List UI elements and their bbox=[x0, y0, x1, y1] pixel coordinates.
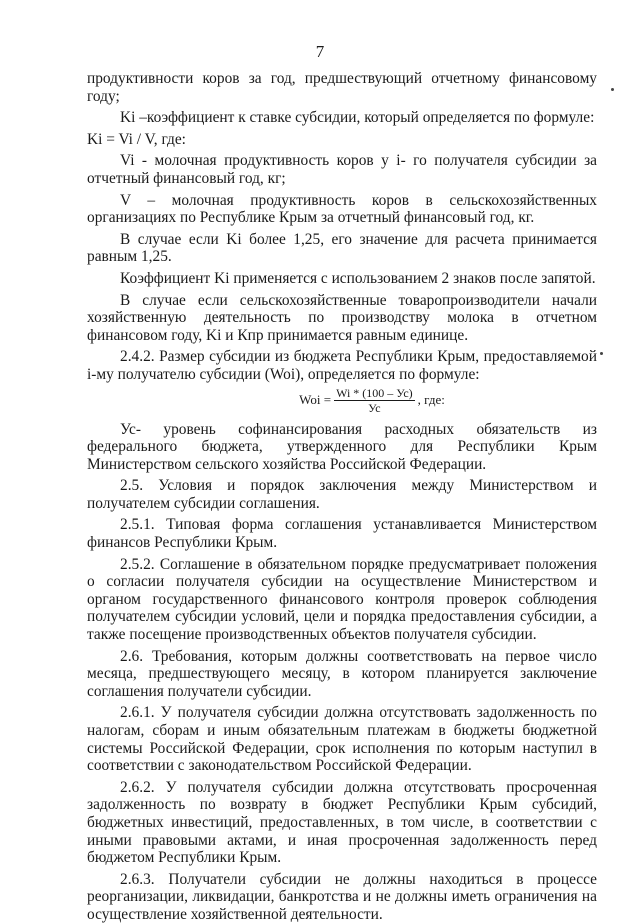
paragraph-p15: 2.6.2. У получателя субсидии должна отсутствовать просроченная задолженность по возврату в бюджет Республики Крым субсидий, бюджетных инвестиций, предоставленных, в том числе, в соответствии с иными правовыми актами, и иная просроченная задолженность перед бюджетом Республики Крым. bbox=[87, 778, 597, 867]
scan-speck bbox=[600, 352, 603, 355]
paragraph-p13: 2.6. Требования, которым должны соответствовать на первое число месяца, предшествующего месяцу, в котором планируется заключение соглашения получатели субсидии. bbox=[87, 647, 597, 700]
formula-woi bbox=[87, 386, 597, 415]
paragraph-p9: Ус- уровень софинансирования расходных обязательств из федерального бюджета, утвержденного для Республики Крым Министерством сельского хозяйства Российской Федерации. bbox=[87, 420, 597, 473]
formula-woi-numerator: Wi * (100 – Ус) bbox=[336, 385, 413, 400]
paragraph-p10: 2.5. Условия и порядок заключения между Министерством и получателем субсидии соглашения. bbox=[87, 477, 597, 512]
paragraph-p5: В случае если Ki более 1,25, его значение для расчета принимается равным 1,25. bbox=[87, 230, 597, 266]
paragraph-p6: Коэффициент Ki применяется с использованием 2 знаков после запятой. bbox=[120, 269, 596, 287]
paragraph-p11: 2.5.1. Типовая форма соглашения устанавливается Министерством финансов Республики Крым. bbox=[87, 516, 597, 552]
page-number: 7 bbox=[315, 42, 325, 61]
paragraph-p3: Vi - молочная продуктивность коров у i- го получателя субсидии за отчетный финансовый год, кг; bbox=[87, 152, 597, 187]
formula-woi-lhs: Woi = bbox=[299, 392, 332, 408]
formula-woi-fraction bbox=[334, 386, 415, 415]
paragraph-p8: 2.4.2. Размер субсидии из бюджета Республики Крым, предоставляемой i-му получателю субсидии (Woi), определяется по формуле: bbox=[87, 348, 597, 383]
paragraph-p2: Ki –коэффициент к ставке субсидии, который определяется по формуле: bbox=[120, 109, 595, 127]
paragraph-p14: 2.6.1. У получателя субсидии должна отсутствовать задолженность по налогам, сборам и иным обязательным платежам в бюджеты бюджетной системы Российской Федерации, срок исполнения по которым наступил в соответствии с законодательством Российской Федерации. bbox=[87, 704, 597, 775]
formula-woi-suffix: , где: bbox=[417, 392, 445, 408]
document-body bbox=[87, 70, 597, 924]
paragraph-p1: продуктивности коров за год, предшествующий отчетному финансовому году; bbox=[87, 70, 597, 105]
scan-speck bbox=[611, 88, 614, 91]
paragraph-p7: В случае если сельскохозяйственные товаропроизводители начали хозяйственную деятельность по производству молока в отчетном финансовом году, Ki и Кпр принимается равным единице. bbox=[87, 291, 597, 344]
paragraph-p16: 2.6.3. Получатели субсидии не должны находиться в процессе реорганизации, ликвидации, банкротства и не должны иметь ограничения на осуществление хозяйственной деятельности. bbox=[87, 870, 597, 923]
paragraph-p4: V – молочная продуктивность коров в сельскохозяйственных организациях по Республике Крым за отчетный финансовый год, кг. bbox=[87, 191, 597, 227]
paragraph-p12: 2.5.2. Соглашение в обязательном порядке предусматривает положения о согласии получателя субсидии на осуществление Министерством и органом государственного финансового контроля проверок соблюдения получателем субсидии условий, цели и порядка предоставления субсидии, а также посещение производственных объектов получателя субсидии. bbox=[87, 555, 597, 644]
formula-ki: Ki = Vi / V, где: bbox=[87, 130, 186, 148]
formula-woi-denominator: Ус bbox=[368, 400, 381, 415]
